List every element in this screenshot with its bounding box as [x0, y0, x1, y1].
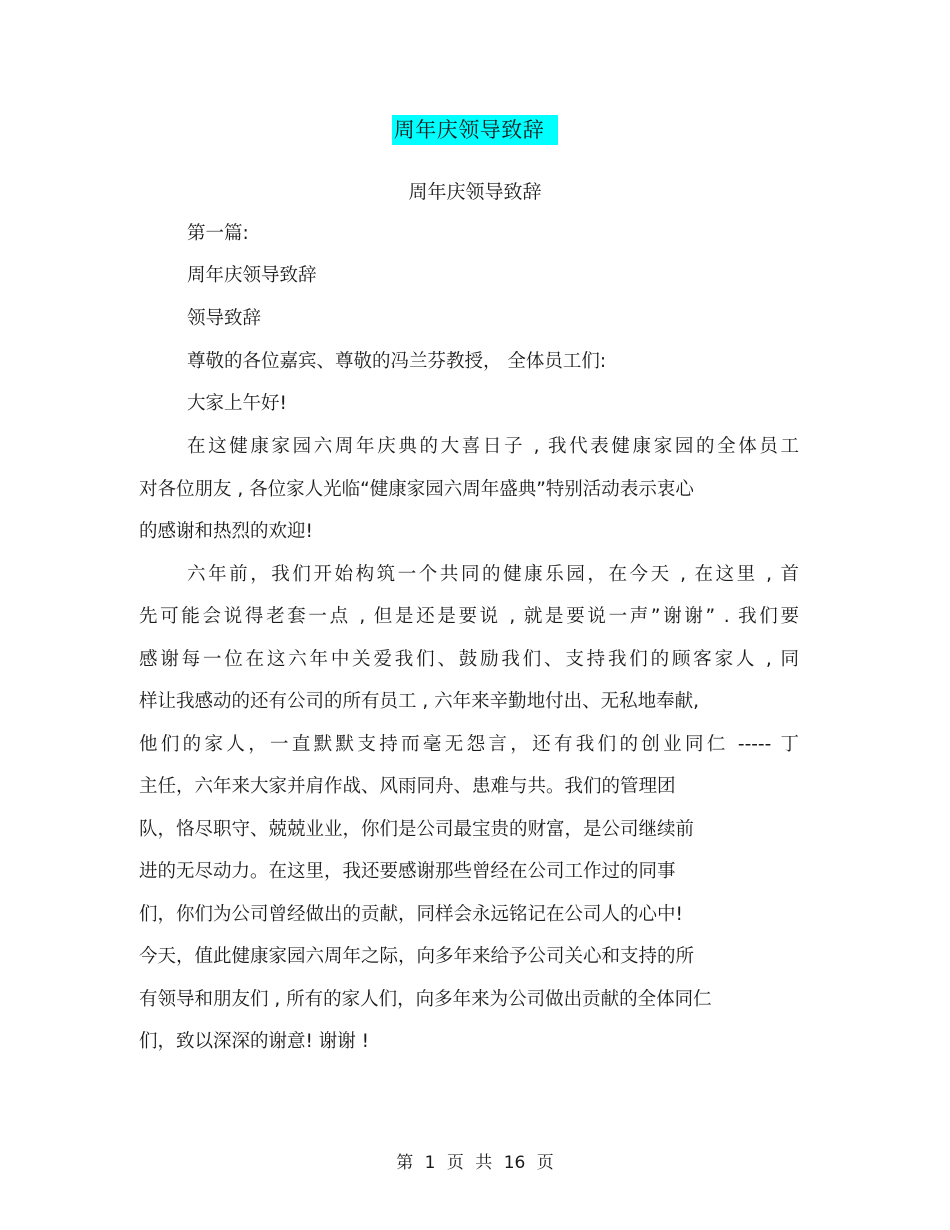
section-heading: 周年庆领导致辞 — [187, 265, 317, 286]
paragraph-line: 队，恪尽职守、兢兢业业，你们是公司最宝贵的财富，是公司继续前 — [139, 819, 695, 840]
paragraph-line: 对各位朋友 , 各位家人光临“健康家园六周年盛典”特别活动表示衷心 — [139, 479, 694, 500]
paragraph-line: 今天，值此健康家园六周年之际，向多年来给予公司关心和支持的所 — [139, 946, 695, 967]
page-footer: 第 1 页 共 16 页 — [396, 1153, 554, 1173]
paragraph-line: 进的无尽动力。在这里，我还要感谢那些曾经在公司工作过的同事 — [139, 861, 676, 882]
document-subtitle: 周年庆领导致辞 — [408, 181, 542, 203]
paragraph-line: 六年前，我们开始构筑一个共同的健康乐园，在今天 , 在这里 , 首 — [187, 564, 799, 585]
title-container — [0, 115, 950, 145]
document-title: 周年庆领导致辞 — [392, 115, 559, 145]
paragraph-line: 他们的家人，一直默默支持而毫无怨言，还有我们的创业同仁 ----- 丁 — [139, 734, 799, 755]
paragraph-line: 在这健康家园六周年庆典的大喜日子 , 我代表健康家园的全体员工 — [187, 436, 799, 457]
paragraph-line: 的感谢和热烈的欢迎! — [139, 521, 313, 542]
paragraph-line: 样让我感动的还有公司的所有员工 , 六年来辛勤地付出、无私地奉献, — [139, 691, 700, 712]
paragraph-line: 有领导和朋友们 , 所有的家人们，向多年来为公司做出贡献的全体同仁 — [139, 989, 712, 1010]
salutation: 尊敬的各位嘉宾、尊敬的冯兰芬教授， 全体员工们: — [187, 351, 607, 372]
paragraph-line: 先可能会说得老套一点 , 但是还是要说 , 就是要说一声”谢谢” . 我们要 — [139, 606, 799, 627]
paragraph-line: 们，致以深深的谢意! 谢谢 ! — [139, 1031, 370, 1052]
section-label: 第一篇: — [187, 223, 249, 244]
speech-heading: 领导致辞 — [187, 308, 262, 329]
paragraph-line: 感谢每一位在这六年中关爱我们、鼓励我们、支持我们的顾客家人 , 同 — [139, 649, 799, 670]
greeting: 大家上午好! — [187, 393, 287, 414]
paragraph-line: 们，你们为公司曾经做出的贡献，同样会永远铭记在公司人的心中! — [139, 904, 683, 925]
paragraph-line: 主任，六年来大家并肩作战、风雨同舟、患难与共。我们的管理团 — [139, 776, 676, 797]
